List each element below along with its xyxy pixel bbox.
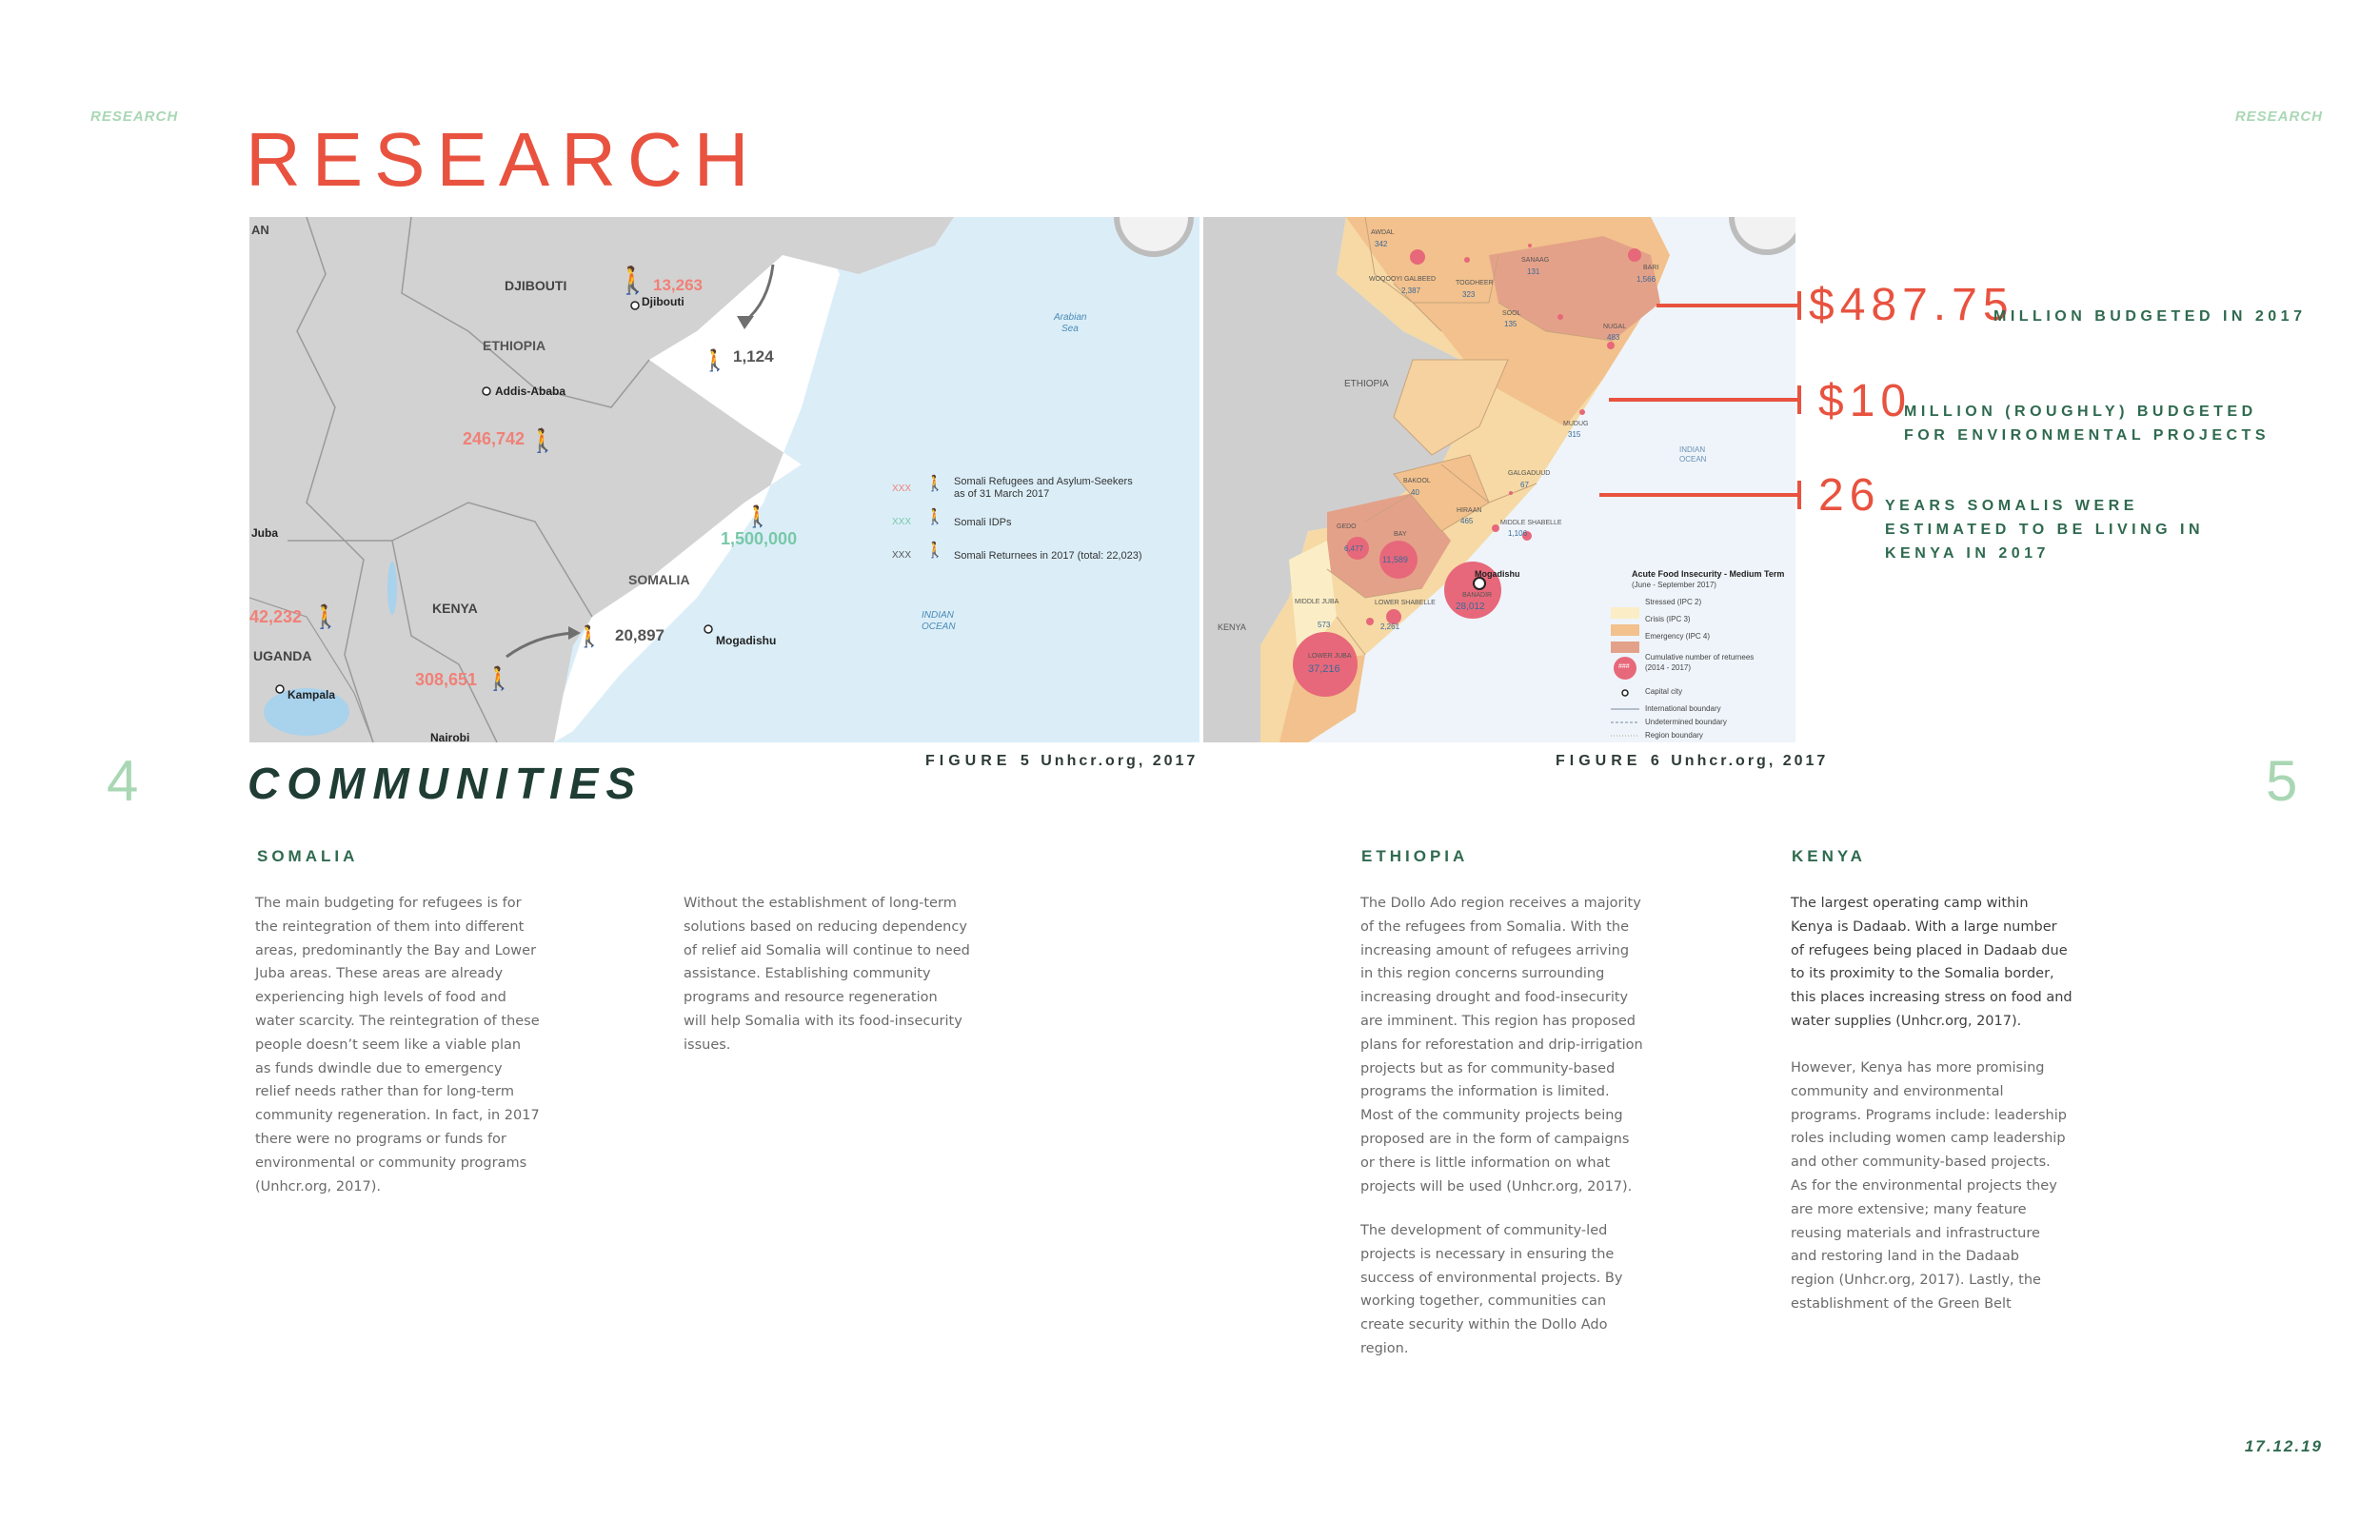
- map6-label-ocean-1: INDIAN: [1679, 445, 1706, 454]
- legend6-title: Acute Food Insecurity - Medium Term: [1632, 569, 1785, 579]
- page-number-right: 5: [2266, 749, 2298, 813]
- svg-text:🚶: 🚶: [925, 509, 944, 525]
- region-hiraan-value: 465: [1460, 517, 1474, 525]
- figure-5-caption: [925, 753, 1198, 770]
- legend6-returnees-symbol: ###: [1618, 663, 1630, 670]
- region-galgaduud: GALGADUUD: [1508, 470, 1551, 477]
- svg-text:🚶: 🚶: [616, 266, 649, 295]
- legend-returnees: Somali Returnees in 2017 (total: 22,023): [954, 550, 1142, 562]
- heading-ethiopia: ETHIOPIA: [1361, 847, 1469, 865]
- map-label-uganda: UGANDA: [253, 648, 312, 663]
- legend-placeholder-1: XXX: [892, 484, 912, 494]
- region-lower-shabelle: LOWER SHABELLE: [1375, 600, 1436, 606]
- stat-budget-label: MILLION BUDGETED IN 2017: [1993, 308, 2307, 325]
- region-bay: BAY: [1394, 531, 1407, 538]
- svg-text:🚶: 🚶: [925, 476, 944, 492]
- region-sanaag-value: 131: [1527, 267, 1540, 276]
- region-galgaduud-value: 67: [1520, 481, 1529, 489]
- region-gedo-value: 6,477: [1344, 544, 1364, 553]
- region-bakool: BAKOOL: [1403, 478, 1431, 484]
- legend-idps: Somali IDPs: [954, 517, 1012, 528]
- region-lower-shabelle-value: 2,261: [1380, 622, 1400, 631]
- map-label-nairobi: Nairobi: [430, 731, 470, 742]
- map-label-indian-ocean-1: INDIAN: [922, 610, 954, 621]
- running-head-right: RESEARCH: [2234, 109, 2323, 125]
- region-awdal: AWDAL: [1371, 229, 1395, 236]
- map-value-djibouti-returnees: 1,124: [733, 347, 774, 365]
- svg-text:🚶: 🚶: [702, 348, 728, 372]
- legend6-period: (June - September 2017): [1632, 581, 1716, 589]
- map-label-mogadishu: Mogadishu: [716, 634, 777, 647]
- region-middle-shabelle-value: 1,106: [1508, 529, 1528, 538]
- map-value-south-sudan-refugees: 42,232: [249, 607, 303, 626]
- kenya-paragraph-1: The largest operating camp within Kenya is Dadaab. With a large number of refugees being placed in Dadaab due to its proximity to the Somalia border, this places increasing stress on food and water supplies (Unhcr.org, 2017).: [1791, 896, 2073, 1029]
- map-value-kenya-refugees: 308,651: [415, 670, 478, 689]
- region-sool: SOOL: [1502, 310, 1521, 317]
- region-togdheer-value: 323: [1462, 290, 1476, 299]
- map-label-kenya: KENYA: [432, 601, 478, 616]
- map6-label-mogadishu: Mogadishu: [1475, 569, 1520, 579]
- figure-5-caption-source: Unhcr.org, 2017: [1041, 753, 1199, 769]
- map-label-somalia: SOMALIA: [628, 572, 690, 587]
- page-title: RESEARCH: [246, 117, 761, 202]
- svg-text:🚶: 🚶: [925, 543, 944, 559]
- region-mudug-value: 315: [1568, 430, 1581, 439]
- map-label-indian-ocean-2: OCEAN: [922, 622, 956, 632]
- map-label-arabian-sea-1: Arabian: [1054, 312, 1087, 323]
- figure-6-caption-prefix: FIGURE 6: [1556, 753, 1664, 769]
- map-label-djibouti: DJIBOUTI: [505, 278, 567, 293]
- svg-text:🚶: 🚶: [744, 504, 771, 528]
- region-woqooyi: WOQOOYI GALBEED: [1369, 276, 1437, 283]
- map-label-an: AN: [251, 223, 269, 237]
- legend6-undetermined: Undetermined boundary: [1645, 718, 1727, 726]
- legend6-returnees-1: Cumulative number of returnees: [1645, 653, 1755, 661]
- region-lower-juba: LOWER JUBA: [1308, 653, 1352, 660]
- map6-label-ocean-2: OCEAN: [1679, 455, 1707, 464]
- map-label-addis: Addis-Ababa: [495, 385, 566, 398]
- legend6-region: Region boundary: [1645, 731, 1703, 740]
- stat-connector-lines: [1599, 286, 1809, 514]
- region-banadir-value: 28,012: [1456, 602, 1485, 612]
- legend6-crisis: Crisis (IPC 3): [1645, 615, 1691, 623]
- somalia-paragraph-2: Without the establishment of long-term solutions based on reducing dependency of relief aid Somalia will continue to need assistance. Establishing community programs and resource regeneration will help Somalia with its food-insecurity issues.: [684, 896, 970, 1053]
- legend-placeholder-2: XXX: [892, 517, 912, 527]
- stat-years-label: YEARS SOMALIS WERE ESTIMATED TO BE LIVING IN KENYA IN 2017: [1885, 498, 2205, 562]
- region-gedo: GEDO: [1337, 523, 1357, 530]
- heading-somalia: SOMALIA: [257, 847, 359, 865]
- region-mudug: MUDUG: [1563, 421, 1589, 427]
- region-awdal-value: 342: [1375, 240, 1388, 248]
- legend6-returnees-2: (2014 - 2017): [1645, 663, 1692, 672]
- map-label-kampala: Kampala: [288, 688, 336, 701]
- running-head-left: RESEARCH: [90, 109, 179, 125]
- ethiopia-paragraph-1: The Dollo Ado region receives a majority of the refugees from Somalia. With the increasing amount of refugees arriving in this region concerns surrounding increasing drought and food-insecurity are imminent. This region has proposed plans for reforestation and drip-irrigation projects but as for community-based programs the information is limited. Most of the community projects being proposed are in the form of campaigns or there is little information on what projects will be used (Unhcr.org, 2017).: [1360, 896, 1643, 1194]
- svg-text:🚶: 🚶: [528, 428, 557, 454]
- region-banadir: BANADIR: [1462, 592, 1493, 599]
- map6-label-kenya: KENYA: [1218, 622, 1246, 632]
- region-middle-juba-value: 573: [1318, 621, 1331, 629]
- figure-5-caption-prefix: FIGURE 5: [925, 753, 1034, 769]
- kenya-paragraph-2: However, Kenya has more promising community and environmental programs. Programs include: leadership roles including women camp leadership and other community-based projects. As for the environmental projects they are more extensive; many feature reusing materials and infrastructure and restoring land in the Dadaab region (Unhcr.org, 2017). Lastly, the establishment of the Green Belt: [1791, 1060, 2067, 1312]
- stat-env-value: $10: [1818, 376, 1913, 426]
- map-value-kenya-returnees: 20,897: [615, 626, 664, 644]
- map-value-djibouti-refugees: 13,263: [653, 276, 703, 294]
- legend6-capital: Capital city: [1645, 687, 1683, 696]
- map6-label-ethiopia: ETHIOPIA: [1344, 379, 1389, 389]
- figure-6-caption: [1556, 753, 1828, 770]
- legend6-emergency: Emergency (IPC 4): [1645, 632, 1711, 641]
- region-bay-value: 11,589: [1382, 555, 1408, 564]
- figure-5-map: [249, 217, 1200, 742]
- region-middle-shabelle: MIDDLE SHABELLE: [1500, 520, 1562, 526]
- ethiopia-paragraph-2: The development of community-led projects is necessary in ensuring the success of environmental projects. By working together, communities can create security within the Dollo Ado region.: [1360, 1223, 1623, 1356]
- figure-6-caption-source: Unhcr.org, 2017: [1671, 753, 1829, 769]
- region-bari-value: 1,566: [1636, 275, 1656, 284]
- region-lower-juba-value: 37,216: [1308, 663, 1340, 675]
- legend-refugees-1: Somali Refugees and Asylum-Seekers: [954, 476, 1133, 487]
- region-hiraan: HIRAAN: [1457, 507, 1482, 514]
- somalia-paragraph-1: The main budgeting for refugees is for the reintegration of them into different areas, predominantly the Bay and Lower Juba areas. These areas are already experiencing high levels of food and water scarcity. The reintegration of these people doesn’t seem like a viable plan as funds dwindle due to emergency relief needs rather than for long-term community regeneration. In fact, in 2017 there were no programs or funds for environmental or community programs (Unhcr.org, 2017).: [255, 896, 540, 1194]
- stat-years-value: 26: [1818, 470, 1881, 521]
- page-number-left: 4: [107, 749, 139, 813]
- map-label-ethiopia: ETHIOPIA: [483, 338, 546, 353]
- svg-text:🚶: 🚶: [576, 624, 603, 648]
- map-label-arabian-sea-2: Sea: [1061, 324, 1079, 334]
- region-bari: BARI: [1643, 265, 1659, 271]
- region-nugal-value: 483: [1607, 333, 1620, 342]
- map-label-juba: Juba: [251, 526, 279, 540]
- region-bakool-value: 40: [1411, 488, 1419, 497]
- svg-text:🚶: 🚶: [311, 604, 340, 630]
- stat-budget-value: $487.75: [1809, 280, 2014, 330]
- legend-refugees-2: as of 31 March 2017: [954, 488, 1050, 500]
- footer-date: 17.12.19: [2244, 1437, 2323, 1455]
- map-label-djibouti-city: Djibouti: [642, 295, 684, 308]
- heading-kenya: KENYA: [1792, 847, 1866, 865]
- legend6-intl: International boundary: [1645, 704, 1721, 713]
- region-middle-juba: MIDDLE JUBA: [1295, 599, 1339, 605]
- section-title-communities: COMMUNITIES: [248, 759, 644, 808]
- legend6-stressed: Stressed (IPC 2): [1645, 598, 1702, 606]
- region-togdheer: TOGDHEER: [1456, 280, 1494, 286]
- stat-env-label: MILLION (ROUGHLY) BUDGETED FOR ENVIRONMENTAL PROJECTS: [1904, 404, 2270, 444]
- map-value-idps: 1,500,000: [721, 529, 798, 548]
- map-value-ethiopia-refugees: 246,742: [463, 429, 526, 448]
- legend-placeholder-3: XXX: [892, 550, 912, 561]
- region-nugal: NUGAL: [1603, 324, 1627, 330]
- region-woqooyi-value: 2,387: [1401, 286, 1421, 295]
- svg-text:🚶: 🚶: [485, 666, 513, 692]
- region-sanaag: SANAAG: [1521, 257, 1550, 264]
- region-sool-value: 135: [1504, 320, 1517, 328]
